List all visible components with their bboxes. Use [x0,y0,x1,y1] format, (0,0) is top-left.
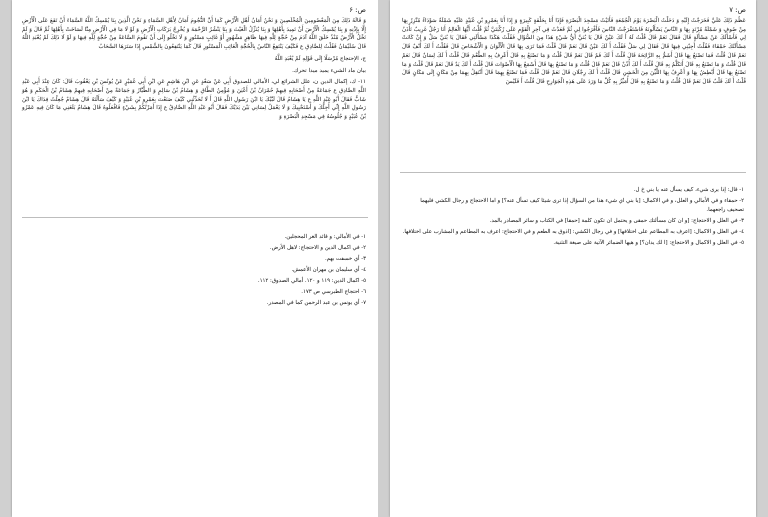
footnote: ٣- في العلل و الاحتجاج: [و ان كان مسألتك حمقى و يحتمل ان تكون كلمة [حمقا] في الكتاب و سائر المصادر بالمد. [489,218,744,224]
footnote: ٧- أي يونس بن عبد الرحمن كما في المصدر. [266,300,366,306]
body-paragraph: وَ قَالَهُ ذَلِكَ مِنَ الْمَعْصُومِينَ الْمُخْلَصِينَ وَ نَحْنُ أَمَانُ أَهْلِ الْأَرْضِ كَمَا أَنَّ النُّجُومَ أَمَانُ لِأَهْلِ السَّمَاءِ وَ نَحْنُ الَّذِينَ بِنَا يُمْسِكُ اللَّهُ السَّمَاءَ أَنْ تَقَعَ عَلَى الْأَرْضِ إِلَّا بِإِذْنِهِ وَ بِنَا يُمْسِكُ الْأَرْضَ أَنْ تَمِيدَ بِأَهْلِهَا وَ بِنَا يُنَزِّلُ الْغَيْثَ وَ بِنَا يَنْشُرُ الرَّحْمَةَ وَ يُخْرِجُ بَرَكَاتِ الْأَرْضِ وَ لَوْ لَا مَا فِي الْأَرْضِ مِنَّا لَسَاخَتْ بِأَهْلِهَا ثُمَّ قَالَ وَ لَمْ تَخْلُ الْأَرْضُ مُنْذُ خَلَقَ اللَّهُ آدَمَ مِنْ حُجَّةٍ لِلَّهِ فِيهَا ظَاهِرٍ مَشْهُورٍ أَوْ غَائِبٍ مَسْتُورٍ وَ لَا تَخْلُو إِلَى أَنْ تَقُومَ السَّاعَةُ مِنْ حُجَّةٍ لِلَّهِ فِيهَا وَ لَوْ لَا ذَلِكَ لَمْ يُعْبَدِ اللَّهُ قَالَ سُلَيْمَانُ فَقُلْتُ لِلصَّادِقِ ع فَكَيْفَ يَنْتَفِعُ النَّاسُ بِالْحُجَّةِ الْغَائِبِ الْمَسْتُورِ قَالَ كَمَا يَنْتَفِعُونَ بِالشَّمْسِ إِذَا سَتَرَهَا السَّحَابُ [22,18,366,51]
page-gutter [378,0,390,517]
document-page-right [390,0,756,517]
page-number: ص: ۶ [349,6,366,14]
footnote: ٥- في العلل و الاكمال و الاحتجاج: [ا لك يدان؟] و هيها الضمائر الآتية على صيغة التثنية. [553,240,744,246]
footnote-separator [22,217,368,218]
footnote: ١- قال: إذا يرى شيء، كيف يسأل عنه يا بني خ ل. [633,187,744,193]
document-page-left [12,0,378,517]
footnote: ٣- أي خسفت بهم. [324,256,366,262]
footnote: ٦- احتجاج الطبرسي ص ١٧٣. [301,289,366,295]
page-number: ص: ٧ [729,6,746,14]
footnote: ٤- أي سليمان بن مهران الأعمش. [291,267,366,273]
footnotes [24,233,366,310]
footnote: ٢- حمقاء و في الأمالي و العلل، و في الاكمال: [يا بني اي شيء هذا من السؤال إذا ترى شيئا كيف تسأل عنه؟] و اما الاحتجاج و رجال الكشي فليهما تصحيف راجعهما. [420,198,744,213]
footnote: ٥- اكمال الدين: ١١٩ و ١٢٠. أمالي الصدوق: ١١٢. [257,278,366,284]
body-paragraph: عَظُمَ ذَلِكَ عَلَيَّ فَخَرَجْتُ إِلَيْهِ وَ دَخَلْتُ الْبَصْرَةَ يَوْمَ الْجُمُعَةِ فَأَتَيْتُ مَسْجِدَ الْبَصْرَةِ فَإِذَا أَنَا بِحَلْقَةٍ كَبِيرَةٍ وَ إِذَا أَنَا بِعَمْرِو بْنِ عُبَيْدٍ عَلَيْهِ شَمْلَةٌ سَوْدَاءُ مُتَّزِرٌ بِهَا مِنْ صُوفٍ وَ شَمْلَةٌ مُرْتَدٍ بِهَا وَ النَّاسُ يَسْأَلُونَهُ فَاسْتَفْرَجْتُ النَّاسَ فَأَفْرَجُوا لِي ثُمَّ قَعَدْتُ فِي آخِرِ الْقَوْمِ عَلَى رُكْبَتَيَّ ثُمَّ قُلْتُ أَيُّهَا الْعَالِمُ أَنَا رَجُلٌ غَرِيبٌ تَأْذَنُ لِي فَأَسْأَلَكَ عَنْ مَسْأَلَةٍ قَالَ فَقَالَ نَعَمْ قَالَ قُلْتُ لَهُ أَ لَكَ عَيْنٌ قَالَ يَا بُنَيَّ أَيُّ شَيْءٍ هَذَا مِنَ السُّؤَالِ فَقُلْتُ هَكَذَا مَسْأَلَتِي فَقَالَ يَا بُنَيَّ سَلْ وَ إِنْ كَانَتْ مَسْأَلَتُكَ حَمْقَاءَ فَقُلْتُ أَجِبْنِي فِيهَا قَالَ فَقَالَ لِي سَلْ فَقُلْتُ أَ لَكَ عَيْنٌ قَالَ نَعَمْ قَالَ قُلْتُ فَمَا تَرَى بِهَا قَالَ الْأَلْوَانَ وَ الْأَشْخَاصَ قَالَ فَقُلْتُ أَ لَكَ أَنْفٌ قَالَ نَعَمْ قَالَ قُلْتُ فَمَا تَصْنَعُ بِهَا قَالَ أَشَمُّ بِهِ الرَّائِحَةَ قَالَ قُلْتُ أَ لَكَ فَمٌ قَالَ نَعَمْ قَالَ قُلْتُ وَ مَا تَصْنَعُ بِهِ قَالَ أَعْرِفُ بِهِ الطَّعْمَ قَالَ قُلْتُ أَ لَكَ لِسَانٌ قَالَ نَعَمْ قَالَ قُلْتُ وَ مَا تَصْنَعُ بِهِ قَالَ أَتَكَلَّمُ بِهِ قَالَ قُلْتُ أَ لَكَ أُذُنٌ قَالَ نَعَمْ قَالَ قُلْتُ وَ مَا تَصْنَعُ بِهَا قَالَ أَسْمَعُ بِهَا الْأَصْوَاتَ قَالَ قُلْتُ أَ لَكَ يَدٌ قَالَ نَعَمْ قَالَ قُلْتُ وَ مَا تَصْنَعُ بِهَا قَالَ أَبْطِشُ بِهَا وَ أَعْرِفُ بِهَا اللَّيِّنَ مِنَ الْخَشِنِ قَالَ قُلْتُ أَ لَكَ رِجْلَانِ قَالَ نَعَمْ قَالَ قُلْتُ فَمَا تَصْنَعُ بِهِمَا قَالَ أَنْتَقِلُ بِهِمَا مِنْ مَكَانٍ إِلَى مَكَانٍ قَالَ قُلْتُ أَ لَكَ قَلْبٌ قَالَ نَعَمْ قَالَ قُلْتُ وَ مَا تَصْنَعُ بِهِ قَالَ أُمَيِّزُ بِهِ كُلَّ مَا وَرَدَ عَلَى هَذِهِ الْجَوَارِحِ قَالَ قُلْتُ أَ فَلَيْسَ [402,18,746,85]
footnote: ٤- في العلل و الاكمال: [اعرف به المطاعم على اختلافها] و في رجال الكشي: [اذوق به الطعم و في الاحتجاج: اعرف به المطاعم و المشارب على اختلافها. [402,229,744,235]
footnote: ١- في الأمالي: و قائد الغر المحجلين. [284,234,366,240]
body-paragraph: ج، الإحتجاج مُرْسَلًا إِلَى قَوْلِهِ لَمْ يُعْبَدِ اللَّهُ [274,55,366,62]
footnote-separator [400,172,746,173]
footnote: ٢- في اكمال الدين و الاحتجاج: لاهل الأرض. [269,245,366,251]
body-paragraph: بيان ماد الشيء يميد ميدا تحرك. [292,67,366,74]
body-paragraph: ١١- ك، إكمال الدين ن، علل الشرائع لي، الأمالي للصدوق أَبِي عَنْ سَعْدٍ عَنِ ابْنِ هَاشِمٍ عَنِ ابْنِ أَبِي عُمَيْرٍ عَنْ يُونُسَ بْنِ يَعْقُوبَ قَالَ: كَانَ عِنْدَ أَبِي عَبْدِ اللَّهِ الصَّادِقِ ع جَمَاعَةٌ مِنْ أَصْحَابِهِ فِيهِمْ حُمْرَانُ بْنُ أَعْيَنَ وَ مُؤْمِنُ الطَّاقِ وَ هِشَامُ بْنُ سَالِمٍ وَ الطَّيَّارُ وَ جَمَاعَةٌ مِنْ أَصْحَابِهِ فِيهِمْ هِشَامُ بْنُ الْحَكَمِ وَ هُوَ شَابٌّ فَقَالَ أَبُو عَبْدِ اللَّهِ ع يَا هِشَامُ قَالَ لَبَّيْكَ يَا ابْنَ رَسُولِ اللَّهِ قَالَ أَ لَا تُحَدِّثُنِي كَيْفَ صَنَعْتَ بِعَمْرِو بْنِ عُبَيْدٍ وَ كَيْفَ سَأَلْتَهُ قَالَ هِشَامٌ جُعِلْتُ فِدَاكَ يَا ابْنَ رَسُولِ اللَّهِ إِنِّي أُجِلُّكَ وَ أَسْتَحْيِيكَ وَ لَا يَعْمَلُ لِسَانِي بَيْنَ يَدَيْكَ فَقَالَ أَبُو عَبْدِ اللَّهِ الصَّادِقُ ع إِذَا أَمَرْتُكُمْ بِشَيْءٍ فَافْعَلُوهُ قَالَ هِشَامٌ بَلَغَنِي مَا كَانَ فِيهِ عَمْرُو بْنُ عُبَيْدٍ وَ جُلُوسُهُ فِي مَسْجِدِ الْبَصْرَةِ وَ [22,79,366,121]
footnotes [402,186,744,250]
